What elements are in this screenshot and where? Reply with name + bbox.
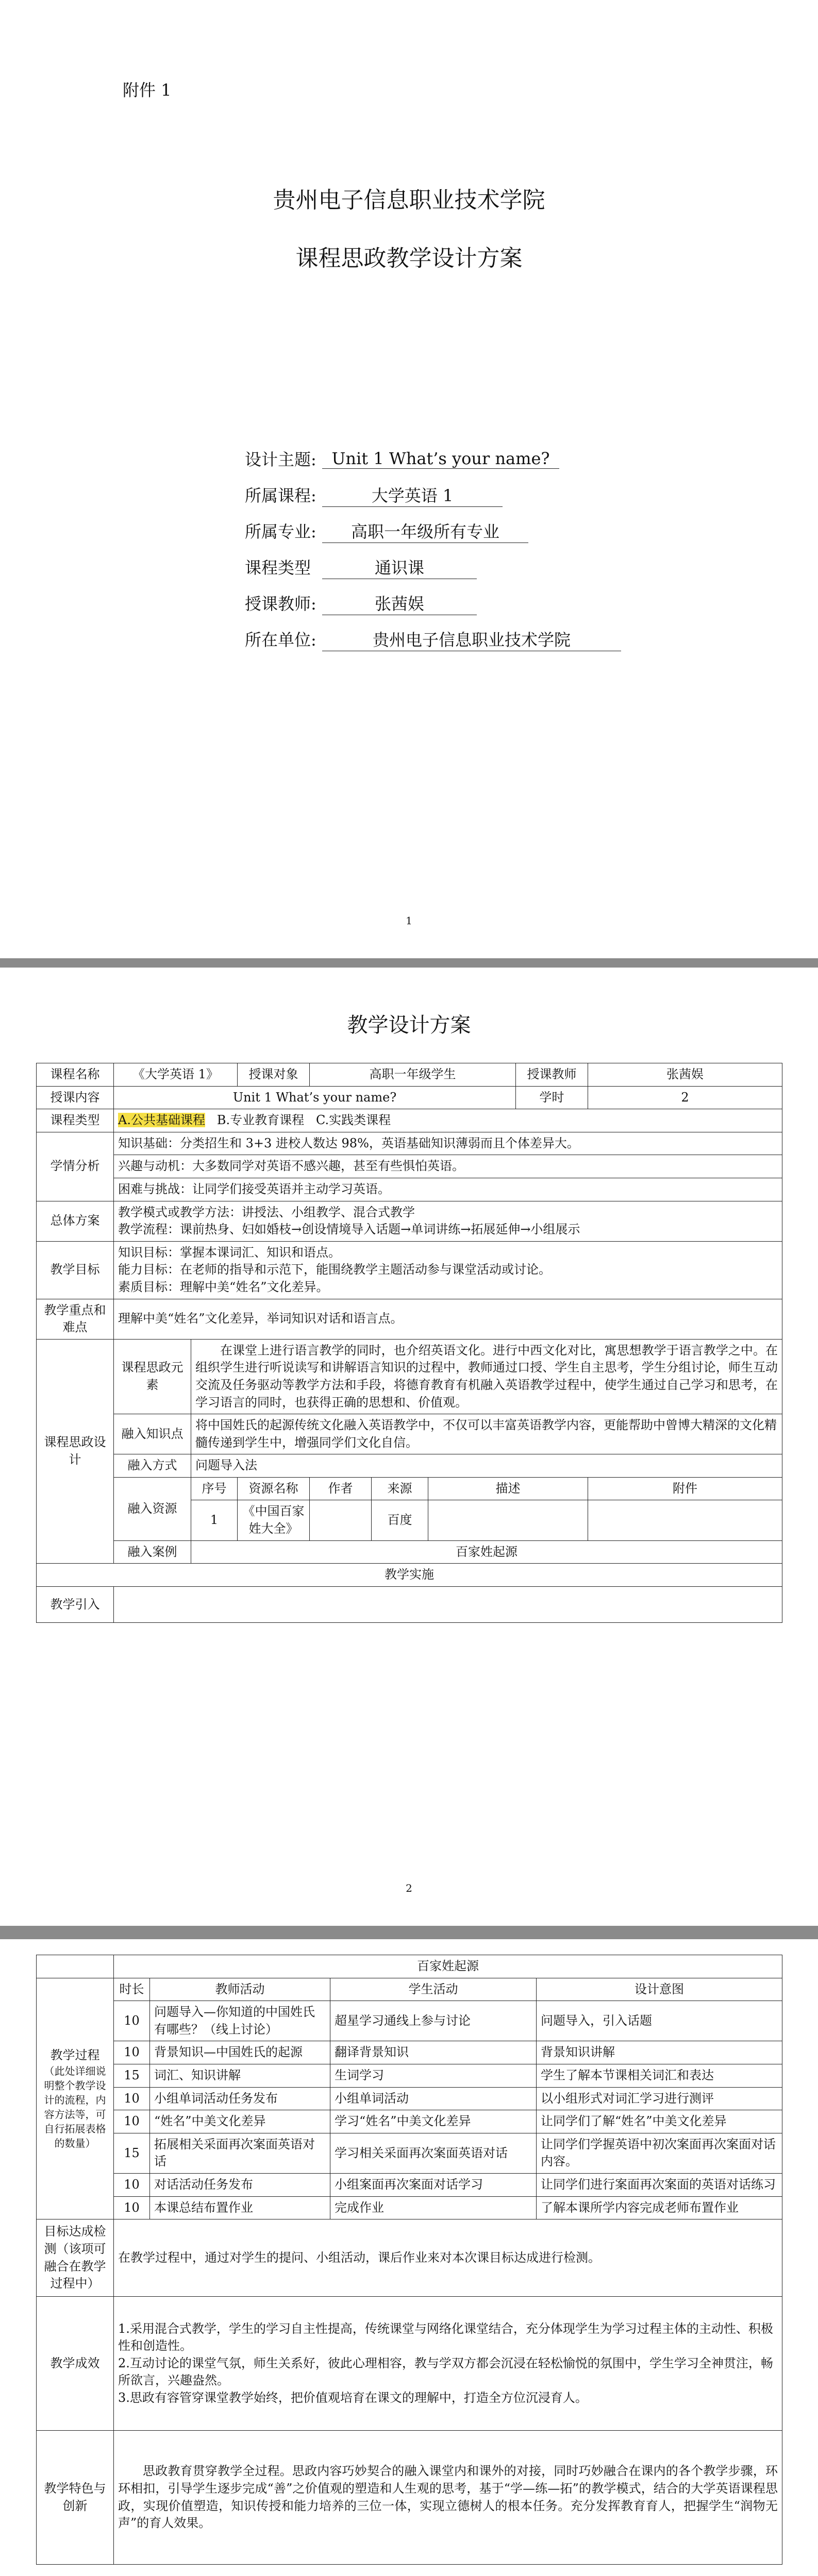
teacher-activity: 背景知识—中国姓氏的起源	[150, 2041, 330, 2064]
plan-row	[37, 1178, 782, 1201]
teacher-activity: “姓名”中美文化差异	[150, 2110, 330, 2133]
cell-label: 课程类型	[37, 1109, 114, 1132]
teacher-activity: 词汇、知识讲解	[150, 2064, 330, 2087]
process-row	[37, 1978, 782, 2001]
cell-label: 教学特色与创新	[37, 2431, 114, 2565]
cell-label: 教学成效	[37, 2297, 114, 2431]
field-label: 所属专业:	[245, 522, 316, 541]
plan-row	[37, 1414, 782, 1454]
design-intent: 了解本课所学内容完成老师布置作业	[537, 2196, 782, 2219]
duration: 15	[114, 2133, 150, 2173]
plan-row	[37, 1109, 782, 1132]
plan-row	[37, 1339, 782, 1414]
effect-line: 1.采用混合式教学，学生的学习自主性提高，传统课堂与网络化课堂结合，充分体现学生为学习过程主体的主动性、积极性和创造性。	[118, 2321, 773, 2353]
cell-label: 教学目标	[37, 1241, 114, 1299]
plan-row	[37, 1454, 782, 1478]
effect-line: 2.互动讨论的课堂气氛，师生关系好，彼此心理相容，教与学双方都会沉浸在轻松愉悦的氛围中，学生学习全神贯注，畅所欲言，兴趣盎然。	[118, 2355, 773, 2388]
design-intent: 让同学们进行案面再次案面的英语对话练习	[537, 2173, 782, 2196]
field-value: 高职一年级所有专业	[322, 519, 528, 543]
element-cell	[191, 1339, 782, 1414]
intro-cell	[114, 1586, 782, 1622]
process-label: 教学过程	[50, 2047, 100, 2062]
cell-label: 学时	[516, 1086, 588, 1109]
res-cell: 百度	[372, 1500, 428, 1540]
cell-label: 课程思政设计	[37, 1339, 114, 1564]
analysis-line: 困难与挑战：让同学们接受英语并主动学习英语。	[114, 1178, 782, 1201]
field-label: 授课教师:	[245, 594, 316, 614]
cover-field-unit	[245, 621, 667, 657]
cell-value: Unit 1 What’s your name?	[114, 1086, 516, 1109]
res-head: 序号	[191, 1477, 238, 1500]
impl-cell: 教学实施	[37, 1564, 782, 1587]
goals-cell	[114, 1241, 782, 1299]
process-row	[37, 1955, 782, 1978]
teacher-activity: 对话活动任务发布	[150, 2173, 330, 2196]
student-activity: 生词学习	[330, 2064, 537, 2087]
design-intent: 问题导入，引入话题	[537, 2001, 782, 2041]
analysis-line: 知识基础：分类招生和 3+3 进校人数达 98%，英语基础知识薄弱而且个体差异大。	[114, 1132, 782, 1155]
duration: 15	[114, 2064, 150, 2087]
cell-label: 课程思政元素	[114, 1339, 191, 1414]
teacher-activity: 本课总结布置作业	[150, 2196, 330, 2219]
field-label: 所在单位:	[245, 630, 316, 650]
process-row	[37, 2110, 782, 2133]
process-page	[0, 1939, 818, 2576]
plan-heading: 教学设计方案	[347, 1013, 471, 1037]
cell-value: 2	[588, 1086, 782, 1109]
process-label-note: （此处详细说明整个教学设计的流程，内容方法等，可自行拓展表格的数量）	[44, 2065, 106, 2150]
element-text: 在课堂上进行语言教学的同时，也介绍英语文化。进行中西文化对比，寓思想教学于语言教学之中。在组织学生进行听说读写和讲解语言知识的过程中，教师通过口授、学生自主思考，学生分组讨论，师生互动交流及任务驱动等教学方法和手段，将德育教育有机融入英语教学过程中，使学生通过自己学习和思考，在学习语言的同时，也获得正确的思想和、价值观。	[195, 1343, 778, 1410]
design-intent: 背景知识讲解	[537, 2041, 782, 2064]
course-type-b: B.专业教育课程	[216, 1113, 305, 1128]
goal-line: 知识目标：掌握本课词汇、知识和语点。	[118, 1245, 341, 1260]
cover-field-teacher	[245, 585, 667, 621]
cover-info	[245, 440, 667, 657]
res-cell	[428, 1500, 588, 1540]
cell-label: 目标达成检测（该项可融合在教学过程中）	[37, 2219, 114, 2297]
process-row	[37, 2087, 782, 2110]
goal-line: 能力目标：在老师的指导和示范下，能围绕教学主题活动参与课堂活动或讨论。	[118, 1262, 551, 1277]
student-activity: 学习“姓名”中美文化差异	[330, 2110, 537, 2133]
course-type-c: C.实践类课程	[316, 1113, 391, 1128]
res-head: 附件	[588, 1477, 782, 1500]
res-cell	[588, 1500, 782, 1540]
process-row	[37, 2431, 782, 2565]
design-intent: 让同学们学握英语中初次案面再次案面对话内容。	[537, 2133, 782, 2173]
process-label-cell	[37, 1978, 114, 2219]
cell-label: 学情分析	[37, 1132, 114, 1201]
res-head: 资源名称	[238, 1477, 310, 1500]
design-intent: 学生了解本节课相关词汇和表达	[537, 2064, 782, 2087]
field-value: 大学英语 1	[322, 483, 503, 507]
res-head: 描述	[428, 1477, 588, 1500]
student-activity: 翻译背景知识	[330, 2041, 537, 2064]
duration: 10	[114, 2001, 150, 2041]
duration: 10	[114, 2173, 150, 2196]
plan-row	[37, 1201, 782, 1241]
cell-label: 融入知识点	[114, 1414, 191, 1454]
duration: 10	[114, 2087, 150, 2110]
cell-value: 张茜娱	[588, 1063, 782, 1087]
keypoints-cell: 理解中美“姓名”文化差异，举词知识对话和语言点。	[114, 1299, 782, 1339]
process-topline: 百家姓起源	[114, 1955, 782, 1978]
plan-page	[0, 968, 818, 1926]
cell-value: 高职一年级学生	[310, 1063, 516, 1087]
duration: 10	[114, 2196, 150, 2219]
course-type-a: A.公共基础课程	[118, 1113, 205, 1128]
res-head: 来源	[372, 1477, 428, 1500]
cell-value: 《大学英语 1》	[114, 1063, 238, 1087]
process-row	[37, 2133, 782, 2173]
check-cell: 在教学过程中，通过对学生的提问、小组活动，课后作业来对本次课目标达成进行检测。	[114, 2219, 782, 2297]
course-type-options	[114, 1109, 782, 1132]
field-label: 设计主题:	[245, 450, 316, 469]
cell-label: 教学重点和难点	[37, 1299, 114, 1339]
duration: 10	[114, 2110, 150, 2133]
plan-row	[37, 1132, 782, 1155]
page-number: 2	[406, 1882, 412, 1894]
student-activity: 小组单词活动	[330, 2087, 537, 2110]
process-head: 学生活动	[330, 1978, 537, 2001]
cover-field-course	[245, 477, 667, 513]
process-row	[37, 2041, 782, 2064]
feature-text: 思政教育贯穿教学全过程。思政内容巧妙契合的融入课堂内和课外的对接，同时巧妙融合在课内的各个教学步骤，环环相扣，引导学生逐步完成“善”之价值观的塑造和人生观的思考，基于“学—练—拓”的教学模式，结合的大学英语课程思政，实现价值塑造，知识传授和能力培养的三位一体，实现立德树人的根本任务。充分发挥教育育人，把握学生“润物无声”的育人效果。	[118, 2464, 778, 2531]
res-cell: 1	[191, 1500, 238, 1540]
res-cell	[310, 1500, 372, 1540]
plan-table-wrap	[36, 1063, 782, 1623]
way-cell: 问题导入法	[191, 1454, 782, 1478]
analysis-line: 兴趣与动机：大多数同学对英语不感兴趣，甚至有些惧怕英语。	[114, 1155, 782, 1178]
res-cell: 《中国百家姓大全》	[238, 1500, 310, 1540]
plan-table	[36, 1063, 782, 1623]
plan-row	[37, 1564, 782, 1587]
student-activity: 完成作业	[330, 2196, 537, 2219]
plan-row	[37, 1586, 782, 1622]
process-row	[37, 2196, 782, 2219]
student-activity: 小组案面再次案面对话学习	[330, 2173, 537, 2196]
field-label: 课程类型	[245, 558, 311, 578]
point-cell: 将中国姓氏的起源传统文化融入英语教学中，不仅可以丰富英语教学内容，更能帮助中曾博大精深的文化精髓传递到学生中，增强同学们文化自信。	[191, 1414, 782, 1454]
cell-label: 教学引入	[37, 1586, 114, 1622]
process-corner	[37, 1955, 114, 1978]
plan-row	[37, 1241, 782, 1299]
document-title: 课程思政教学设计方案	[295, 245, 523, 272]
process-head: 时长	[114, 1978, 150, 2001]
cover-field-type	[245, 549, 667, 585]
field-value: 张茜娱	[322, 591, 477, 615]
cover-field-theme	[245, 440, 667, 477]
plan-row	[37, 1155, 782, 1178]
design-intent: 以小组形式对词汇学习进行测评	[537, 2087, 782, 2110]
teacher-activity: 小组单词活动任务发布	[150, 2087, 330, 2110]
design-cell	[114, 1201, 782, 1241]
process-row	[37, 2219, 782, 2297]
field-value: Unit 1 What’s your name?	[322, 449, 559, 469]
plan-row	[37, 1540, 782, 1564]
field-value: 通识课	[322, 555, 477, 579]
teacher-activity: 拓展相关采面再次案面英语对话	[150, 2133, 330, 2173]
cell-label: 融入案例	[114, 1540, 191, 1564]
process-row	[37, 2297, 782, 2431]
process-row	[37, 2173, 782, 2196]
school-title: 贵州电子信息职业技术学院	[273, 187, 545, 213]
field-label: 所属课程:	[245, 486, 316, 505]
process-table	[36, 1955, 782, 2565]
cover-field-major	[245, 513, 667, 549]
process-head: 设计意图	[537, 1978, 782, 2001]
annex-label: 附件 1	[123, 80, 172, 100]
teacher-activity: 问题导入—你知道的中国姓氏有哪些？（线上讨论）	[150, 2001, 330, 2041]
process-head: 教师活动	[150, 1978, 330, 2001]
goal-line: 素质目标：理解中美“姓名”文化差异。	[118, 1279, 329, 1294]
student-activity: 学习相关采面再次案面英语对话	[330, 2133, 537, 2173]
duration: 10	[114, 2041, 150, 2064]
res-head: 作者	[310, 1477, 372, 1500]
cell-label: 课程名称	[37, 1063, 114, 1087]
plan-row	[37, 1063, 782, 1087]
cell-label: 总体方案	[37, 1201, 114, 1241]
cell-label: 授课对象	[238, 1063, 310, 1087]
effect-cell	[114, 2297, 782, 2431]
cell-label: 授课教师	[516, 1063, 588, 1087]
plan-row	[37, 1086, 782, 1109]
cell-label: 授课内容	[37, 1086, 114, 1109]
cover-page	[0, 0, 818, 958]
cell-label: 融入方式	[114, 1454, 191, 1478]
case-cell: 百家姓起源	[191, 1540, 782, 1564]
field-value: 贵州电子信息职业技术学院	[322, 627, 621, 651]
process-table-wrap	[36, 1955, 782, 2565]
effect-line: 3.思政有容管穿课堂教学始终，把价值观培育在课文的理解中，打造全方位沉浸育人。	[118, 2391, 588, 2405]
plan-row	[37, 1299, 782, 1339]
process-row	[37, 2064, 782, 2087]
page-number: 1	[406, 914, 412, 927]
design-line: 教学模式或教学方法：讲授法、小组教学、混合式教学	[118, 1205, 415, 1219]
design-line: 教学流程：课前热身、妇如婚枝→创设情境导入话题→单词讲练→拓展延伸→小组展示	[118, 1222, 580, 1237]
cell-label: 融入资源	[114, 1477, 191, 1540]
design-intent: 让同学们了解“姓名”中美文化差异	[537, 2110, 782, 2133]
process-row	[37, 2001, 782, 2041]
plan-row	[37, 1477, 782, 1500]
feature-cell	[114, 2431, 782, 2565]
student-activity: 超星学习通线上参与讨论	[330, 2001, 537, 2041]
